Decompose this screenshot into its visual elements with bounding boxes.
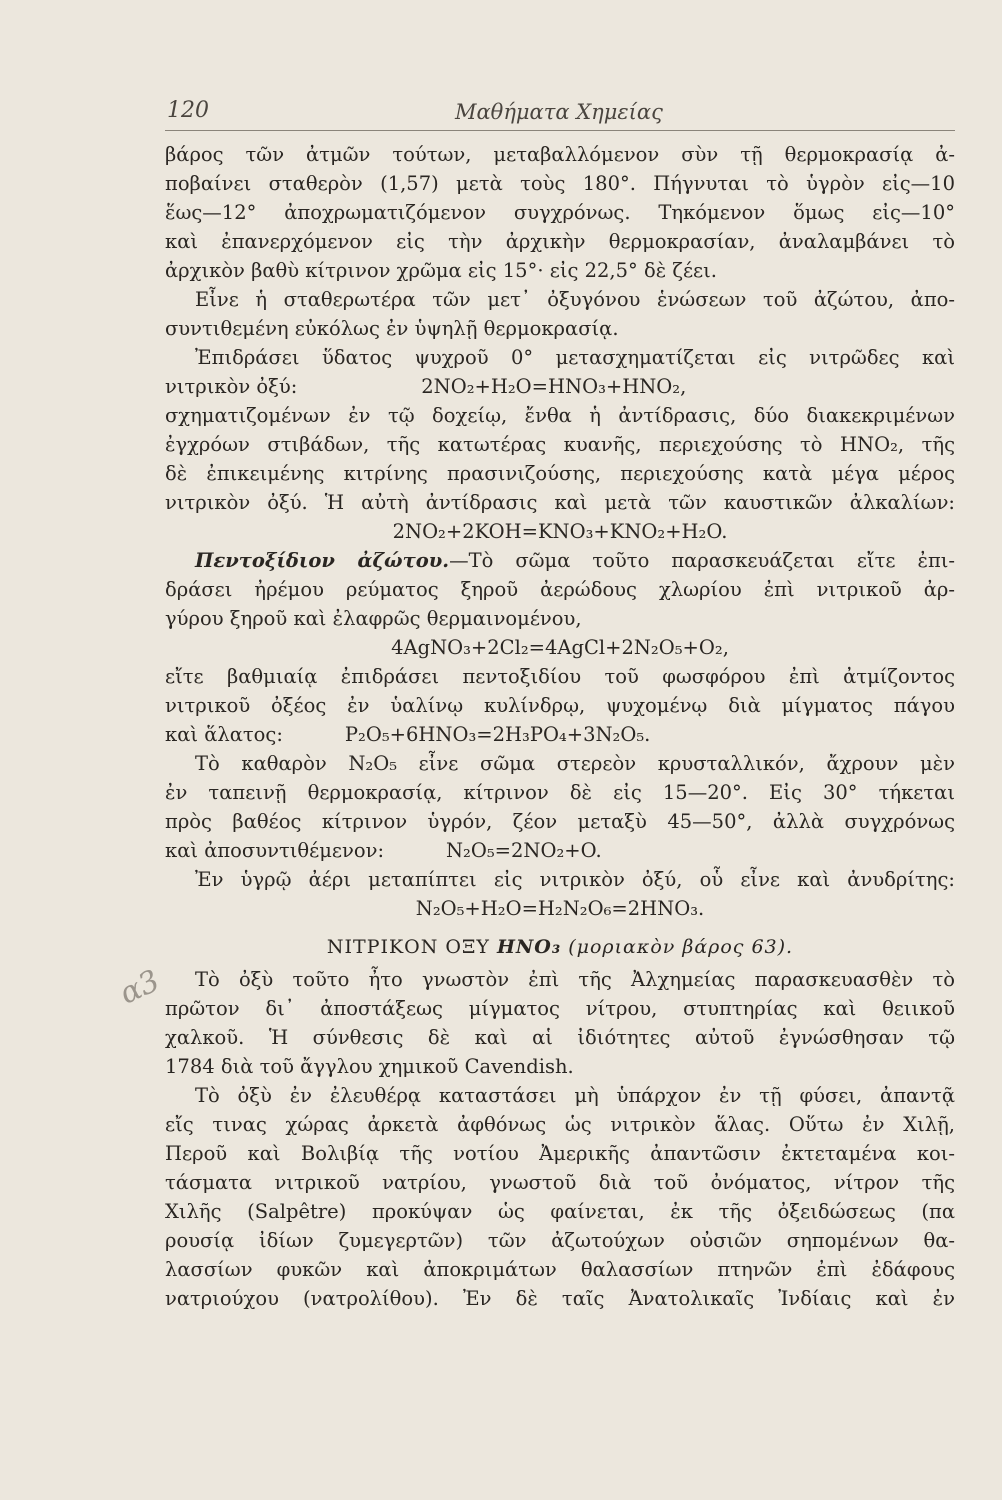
section-subtitle: (μοριακὸν βάρος 63). [568, 936, 794, 958]
equation-line: 2NO₂+2KOH=KNO₃+KNO₂+H₂O. [392, 520, 728, 543]
text-line: νιτρικὸν ὀξύ: 2NO₂+H₂O=HNO₃+HNO₂, [165, 375, 687, 398]
text-line: 1784 διὰ τοῦ ἄγγλου χημικοῦ Cavendish. [165, 1055, 574, 1078]
text-line: ποβαίνει σταθερὸν (1,57) μετὰ τοὺς 180°. Πήγνυται τὸ ὑγρὸν εἰς—10 [165, 172, 955, 195]
text-line: Εἶνε ἡ σταθερωτέρα τῶν μετ᾽ ὀξυγόνου ἑνώσεων τοῦ ἀζώτου, ἀπο- [195, 288, 955, 311]
section-heading [165, 929, 955, 965]
text-line: ἐν ταπεινῇ θερμοκρασίᾳ, κίτρινον δὲ εἰς 15—20°. Εἰς 30° τήκεται [165, 781, 955, 804]
text-line: βάρος τῶν ἀτμῶν τούτων, μεταβαλλόμενον σὺν τῇ θερμοκρασίᾳ ἀ- [165, 143, 955, 166]
text-line: νατριούχου (νατρολίθου). Ἐν δὲ ταῖς Ἀνατολικαῖς Ἰνδίαις καὶ ἐν [165, 1287, 955, 1310]
text-line: Τὸ ὀξὺ ἐν ἐλευθέρᾳ καταστάσει μὴ ὑπάρχον ἐν τῇ φύσει, ἀπαντᾷ [195, 1084, 955, 1107]
text-line: Χιλῆς (Salpêtre) προκύψαν ὡς φαίνεται, ἐκ τῆς ὀξειδώσεως (πα [165, 1200, 955, 1223]
text-line: Τὸ καθαρὸν N₂O₅ εἶνε σῶμα στερεὸν κρυσταλλικόν, ἄχρουν μὲν [195, 752, 955, 775]
text-line: χαλκοῦ. Ἡ σύνθεσις δὲ καὶ αἱ ἰδιότητες αὐτοῦ ἐγνώσθησαν τῷ [165, 1026, 955, 1049]
text-line: νιτρικοῦ ὀξέος ἐν ὑαλίνῳ κυλίνδρῳ, ψυχομένῳ διὰ μίγματος πάγου [165, 694, 955, 717]
running-title: Μαθήματα Χημείας [455, 100, 663, 124]
text-line: εἴτε βαθμιαίᾳ ἐπιδράσει πεντοξιδίου τοῦ φωσφόρου ἐπὶ ἀτμίζοντος [165, 665, 955, 688]
text-line: καὶ ἀποσυντιθέμενον: N₂O₅=2NO₂+O. [165, 839, 602, 862]
equation-line: 4AgNO₃+2Cl₂=4AgCl+2N₂O₅+O₂, [391, 636, 729, 659]
text-line: Ἐν ὑγρῷ ἀέρι μεταπίπτει εἰς νιτρικὸν ὀξύ, οὗ εἶνε καὶ ἀνυδρίτης: [195, 868, 955, 891]
text-line: καὶ ἐπανερχόμενον εἰς τὴν ἀρχικὴν θερμοκρασίαν, ἀναλαμβάνει τὸ [165, 230, 955, 253]
text-line: σχηματιζομένων ἐν τῷ δοχείῳ, ἔνθα ἡ ἀντίδρασις, δύο διακεκριμένων [165, 404, 955, 427]
equation-line: N₂O₅+H₂O=H₂N₂O₆=2HNO₃. [415, 897, 705, 920]
text-line [165, 546, 955, 575]
text-fragment: —Τὸ σῶμα τοῦτο παρασκευάζεται εἴτε ἐπι- [449, 549, 955, 572]
text-line: Ἐπιδράσει ὕδατος ψυχροῦ 0° μετασχηματίζεται εἰς νιτρῶδες καὶ [195, 346, 955, 369]
handwritten-margin-note: α3 [114, 963, 165, 1012]
section-formula: HNO₃ [496, 936, 562, 958]
text-line: λασσίων φυκῶν καὶ ἀποκριμάτων θαλασσίων πτηνῶν ἐπὶ ἐδάφους [165, 1258, 955, 1281]
text-line: τάσματα νιτρικοῦ νατρίου, γνωστοῦ διὰ τοῦ ὀνόματος, νίτρον τῆς [165, 1171, 955, 1194]
page-body [165, 140, 955, 1313]
subsection-heading: Πεντοξίδιον ἀζώτου. [195, 549, 450, 572]
text-line: καὶ ἅλατος: P₂O₅+6HNO₃=2H₃PO₄+3N₂O₅. [165, 723, 651, 746]
page-header [165, 96, 955, 131]
text-line: εἴς τινας χώρας ἀρκετὰ ἀφθόνως ὡς νιτρικὸν ἅλας. Οὕτω ἐν Χιλῇ, [165, 1113, 955, 1136]
text-line: πρῶτον δι᾽ ἀποστάξεως μίγματος νίτρου, στυπτηρίας καὶ θειικοῦ [165, 997, 955, 1020]
text-line: πρὸς βαθέος κίτρινον ὑγρόν, ζέον μεταξὺ 45—50°, ἀλλὰ συγχρόνως [165, 810, 955, 833]
text-line: Τὸ ὀξὺ τοῦτο ἦτο γνωστὸν ἐπὶ τῆς Ἀλχημείας παρασκευασθὲν τὸ [195, 968, 955, 991]
text-line: Περοῦ καὶ Βολιβίᾳ τῆς νοτίου Ἀμερικῆς ἀπαντῶσιν ἐκτεταμένα κοι- [165, 1142, 955, 1165]
text-line: ἀρχικὸν βαθὺ κίτρινον χρῶμα εἰς 15°· εἰς 22,5° δὲ ζέει. [165, 259, 717, 282]
page-number: 120 [167, 98, 209, 123]
text-line: γύρου ξηροῦ καὶ ἐλαφρῶς θερμαινομένου, [165, 607, 582, 630]
text-line: συντιθεμένη εὐκόλως ἐν ὑψηλῇ θερμοκρασίᾳ. [165, 317, 619, 340]
text-line: δὲ ἐπικειμένης κιτρίνης πρασινιζούσης, περιεχούσης κατὰ μέγα μέρος [165, 462, 955, 485]
text-line: νιτρικὸν ὀξύ. Ἡ αὐτὴ ἀντίδρασις καὶ μετὰ τῶν καυστικῶν ἀλκαλίων: [165, 491, 955, 514]
text-line: δράσει ἠρέμου ρεύματος ξηροῦ ἀερώδους χλωρίου ἐπὶ νιτρικοῦ ἀρ- [165, 578, 955, 601]
text-line: ρουσίᾳ ἰδίων ζυμεγερτῶν) τῶν ἀζωτούχων οὐσιῶν σηπομένων θα- [165, 1229, 955, 1252]
text-line: ἐγχρόων στιβάδων, τῆς κατωτέρας κυανῆς, περιεχούσης τὸ HNO₂, τῆς [165, 433, 955, 456]
section-title: ΝΙΤΡΙΚΟΝ ΟΞΥ [326, 936, 490, 958]
text-line: ἕως—12° ἀποχρωματιζόμενον συγχρόνως. Τηκόμενον ὅμως εἰς—10° [165, 201, 955, 224]
